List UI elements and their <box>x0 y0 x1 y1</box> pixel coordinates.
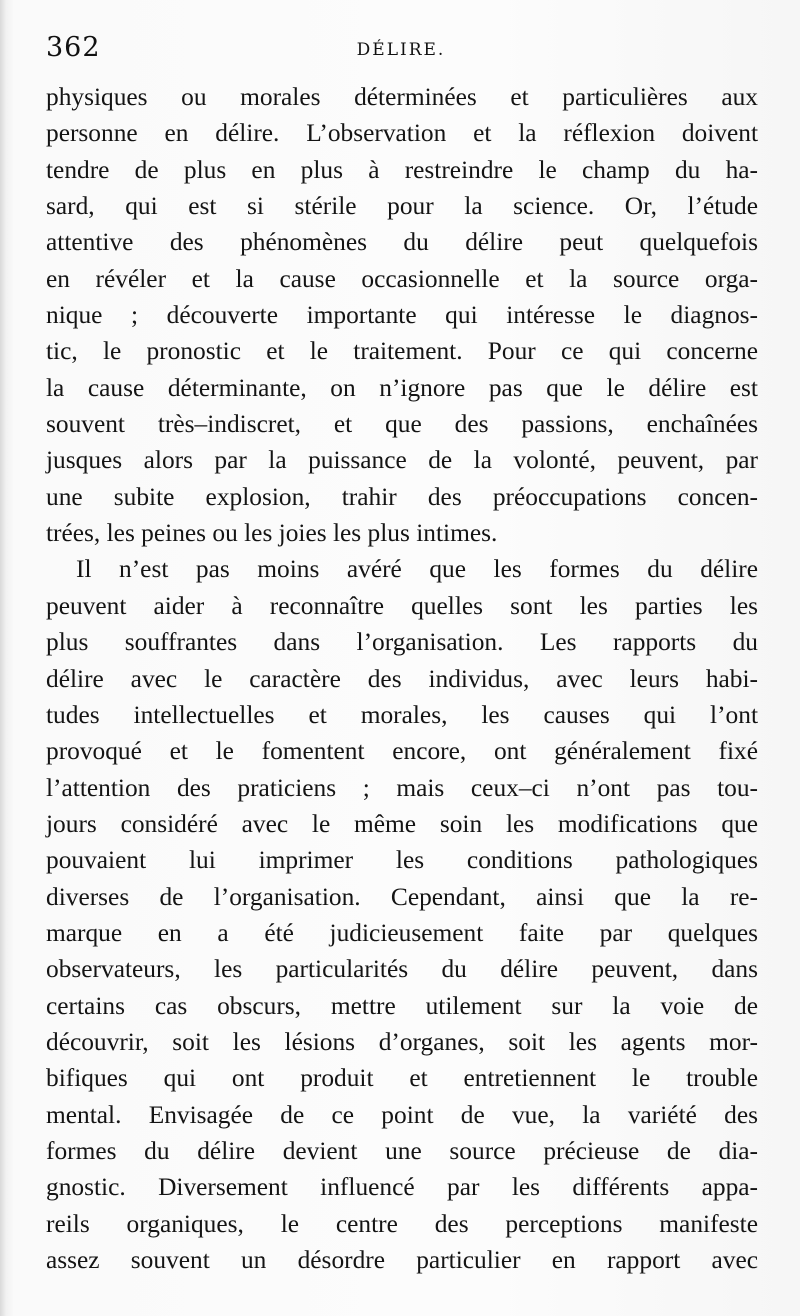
text-line: certains cas obscurs, mettre utilement sur la voie de <box>46 991 758 1020</box>
text-line: marque en a été judicieusement faite par quelques <box>46 918 758 947</box>
text-line: jusques alors par la puissance de la volonté, peuvent, par <box>46 446 758 475</box>
text-line: souvent très–indiscret, et que des passions, enchaînées <box>46 410 758 439</box>
text-line: plus souffrantes dans l’organisation. Les rapports du <box>46 628 758 657</box>
text-line: la cause déterminante, on n’ignore pas que le délire est <box>46 373 758 402</box>
text-line: jours considéré avec le même soin les modifications que <box>46 809 758 838</box>
text-line: physiques ou morales déterminées et particulières aux <box>46 83 758 111</box>
text-line: formes du délire devient une source précieuse de dia- <box>46 1136 758 1165</box>
page-number: 362 <box>46 32 101 63</box>
text-line: Il n’est pas moins avéré que les formes du délire <box>76 555 758 584</box>
text-line: reils organiques, le centre des perceptions manifeste <box>46 1209 758 1238</box>
text-line: en révéler et la cause occasionnelle et la source orga- <box>46 264 758 293</box>
text-line: peuvent aider à reconnaître quelles sont les parties les <box>46 591 758 620</box>
body-text <box>46 79 758 1278</box>
text-line: gnostic. Diversement influencé par les différents appa- <box>46 1173 758 1202</box>
text-line: découvrir, soit les lésions d’organes, soit les agents mor- <box>46 1027 758 1056</box>
text-line: assez souvent un désordre particulier en rapport avec <box>46 1246 758 1274</box>
text-line: sard, qui est si stérile pour la science. Or, l’étude <box>46 192 758 221</box>
text-line: une subite explosion, trahir des préoccupations concen- <box>46 482 758 511</box>
text-line: tendre de plus en plus à restreindre le champ du ha- <box>46 155 758 184</box>
text-line: délire avec le caractère des individus, avec leurs habi- <box>46 664 758 693</box>
text-line: attentive des phénomènes du délire peut quelquefois <box>46 228 758 257</box>
text-line: pouvaient lui imprimer les conditions pathologiques <box>46 846 758 875</box>
page-header <box>46 32 756 68</box>
text-line: provoqué et le fomentent encore, ont généralement fixé <box>46 737 758 766</box>
text-line: mental. Envisagée de ce point de vue, la variété des <box>46 1100 758 1129</box>
text-line: l’attention des praticiens ; mais ceux–ci n’ont pas tou- <box>46 773 758 802</box>
paragraph-1 <box>46 79 758 551</box>
text-line: tic, le pronostic et le traitement. Pour ce qui concerne <box>46 337 758 366</box>
text-line: trées, les peines ou les joies les plus intimes. <box>46 519 498 548</box>
running-title: DÉLIRE. <box>356 40 446 60</box>
paragraph-2 <box>46 551 758 1278</box>
text-line: bifiques qui ont produit et entretiennent le trouble <box>46 1064 758 1093</box>
text-line: nique ; découverte importante qui intéresse le diagnos- <box>46 301 758 330</box>
text-line: observateurs, les particularités du délire peuvent, dans <box>46 955 758 984</box>
text-line: tudes intellectuelles et morales, les causes qui l’ont <box>46 700 758 729</box>
text-line: personne en délire. L’observation et la réflexion doivent <box>46 119 758 148</box>
text-line: diverses de l’organisation. Cependant, ainsi que la re- <box>46 882 758 911</box>
